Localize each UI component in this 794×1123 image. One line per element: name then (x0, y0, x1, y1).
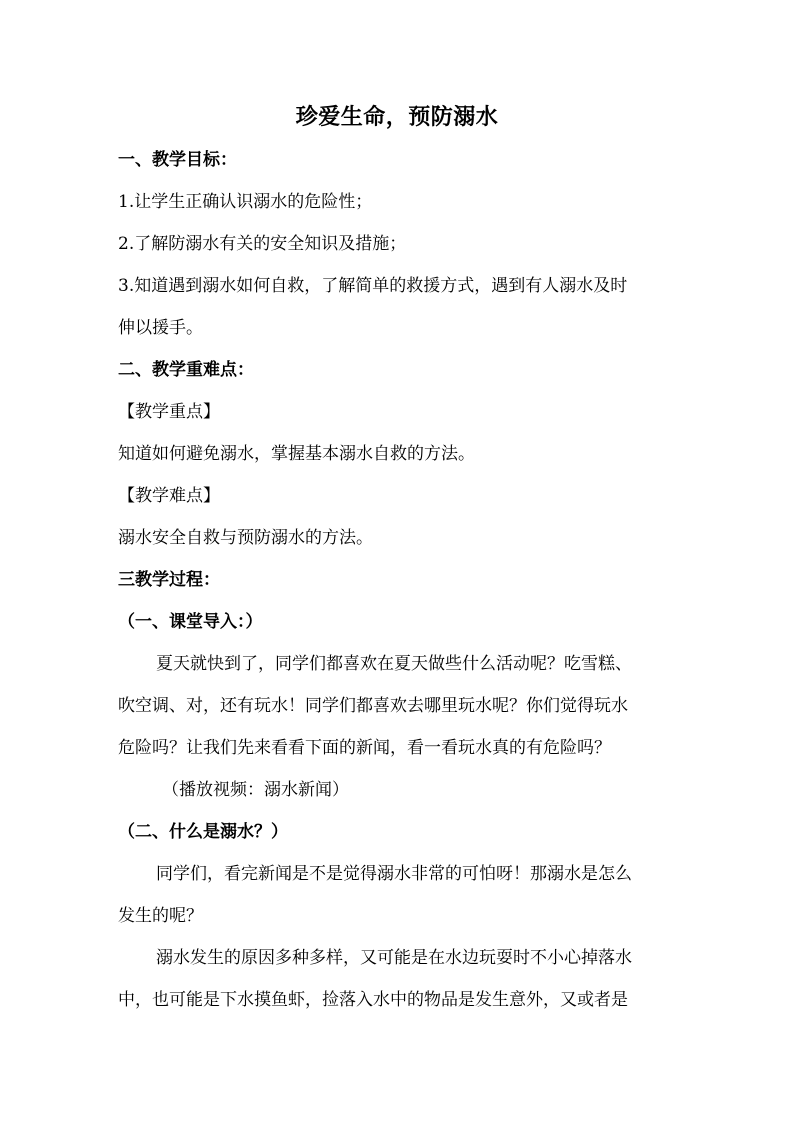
video-note: （播放视频：溺水新闻） (162, 780, 349, 800)
objective-1: 1.让学生正确认识溺水的危险性； (118, 192, 373, 212)
objective-2: 2.了解防溺水有关的安全知识及措施； (118, 234, 407, 254)
drowning-paragraph-2-line-1: 溺水发生的原因多种多样，又可能是在水边玩耍时不小心掉落水 (156, 948, 632, 968)
section-heading-objectives: 一、教学目标： (118, 150, 237, 170)
difficulty-text: 溺水安全自救与预防溺水的方法。 (118, 528, 373, 548)
objective-3: 3.知道遇到溺水如何自救，了解简单的救援方式，遇到有人溺水及时 (118, 276, 628, 296)
section-heading-key-points: 二、教学重难点： (118, 360, 254, 380)
subsection-drowning-heading: （二、什么是溺水？） (118, 822, 288, 842)
key-point-label: 【教学重点】 (118, 402, 220, 422)
objective-3-continued: 伸以援手。 (118, 318, 203, 338)
section-heading-process: 三教学过程： (118, 570, 220, 590)
drowning-paragraph-1-line-1: 同学们，看完新闻是不是觉得溺水非常的可怕呀！那溺水是怎么 (156, 864, 632, 884)
intro-paragraph-line-3: 危险吗？让我们先来看看下面的新闻，看一看玩水真的有危险吗？ (118, 738, 611, 758)
drowning-paragraph-2-line-2: 中，也可能是下水摸鱼虾，捡落入水中的物品是发生意外，又或者是 (118, 990, 628, 1010)
intro-paragraph-line-1: 夏天就快到了，同学们都喜欢在夏天做些什么活动呢？吃雪糕、 (156, 654, 632, 674)
key-point-text: 知道如何避免溺水，掌握基本溺水自救的方法。 (118, 444, 475, 464)
drowning-paragraph-1-line-2: 发生的呢？ (118, 906, 203, 926)
intro-paragraph-line-2: 吹空调、对，还有玩水！同学们都喜欢去哪里玩水呢？你们觉得玩水 (118, 696, 628, 716)
document-title: 珍爱生命，预防溺水 (295, 104, 499, 130)
difficulty-label: 【教学难点】 (118, 486, 220, 506)
subsection-intro-heading: （一、课堂导入：） (118, 612, 263, 632)
